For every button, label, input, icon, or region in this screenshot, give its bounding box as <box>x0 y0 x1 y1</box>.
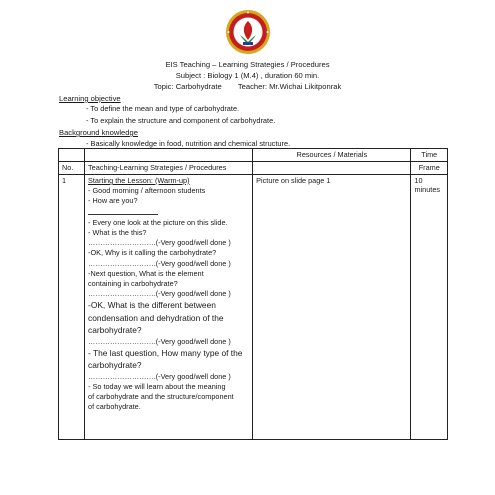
learning-objective-heading: Learning objective <box>59 94 121 103</box>
procedure-line: - How are you? <box>88 196 138 206</box>
header-no: No. <box>59 162 85 175</box>
answer-blank-line <box>88 207 249 218</box>
topic-teacher-line <box>0 82 495 91</box>
time-unit: minutes <box>414 185 441 194</box>
procedure-line: - Every one look at the picture on this slide. <box>88 217 228 227</box>
procedure-line: ……………………….(-Very good/well done ) <box>88 238 231 248</box>
procedure-line: -Next question, What is the element <box>88 268 204 278</box>
header-resources: Resources / Materials <box>253 149 411 162</box>
procedure-line: -OK, Why is it calling the carbohydrate? <box>88 248 217 258</box>
table-row <box>59 175 448 440</box>
objective-item: - To explain the structure and component of carbohydrate. <box>86 116 276 125</box>
procedure-line: containing in carbohydrate? <box>88 279 178 289</box>
procedure-line: carbohydrate? <box>88 325 142 336</box>
header-steps-top <box>85 149 253 162</box>
teacher-text: Teacher: Mr.Wichai Likitponrak <box>237 82 342 91</box>
procedure-line: ……………………….(-Very good/well done ) <box>88 371 231 381</box>
header-steps: Teaching-Learning Strategies / Procedures <box>85 162 253 175</box>
school-emblem-logo <box>224 8 272 56</box>
warmup-heading: Starting the Lesson: (Warm-up) <box>88 176 190 185</box>
time-cell <box>411 175 448 440</box>
procedure-cell <box>85 175 253 440</box>
procedure-line: ……………………….(-Very good/well done ) <box>88 258 231 268</box>
time-value: 10 <box>414 176 423 185</box>
procedure-line: - The last question, How many type of the <box>88 347 243 358</box>
procedure-line: ……………………….(-Very good/well done ) <box>88 336 231 346</box>
resources-cell: Picture on slide page 1 <box>253 175 411 440</box>
procedure-line: - Good morning / afternoon students <box>88 186 206 196</box>
header-time: Time <box>411 149 448 162</box>
document-title: EIS Teaching – Learning Strategies / Procedures <box>165 60 330 69</box>
row-number: 1 <box>59 175 85 440</box>
header-resources-bottom <box>253 162 411 175</box>
header-no-top <box>59 149 85 162</box>
background-knowledge-text: - Basically knowledge in food, nutrition and chemical structure. <box>86 139 291 148</box>
procedure-line: - What is the this? <box>88 228 147 238</box>
procedure-line: ……………………….(-Very good/well done ) <box>88 289 231 299</box>
procedure-line: of carbohydrate and the structure/component <box>88 392 234 402</box>
header-frame: Frame <box>411 162 448 175</box>
topic-text: Topic: Carbohydrate <box>153 82 222 91</box>
procedure-line: of carbohydrate. <box>88 402 141 412</box>
procedure-line: - So today we will learn about the meaning <box>88 381 226 391</box>
procedure-line: condensation and dehydration of the <box>88 312 224 323</box>
objective-item: - To define the mean and type of carbohydrate. <box>86 104 240 113</box>
background-knowledge-heading: Background knowledge <box>59 128 138 137</box>
procedure-line: -OK, What is the different between <box>88 300 216 311</box>
procedure-line: carbohydrate? <box>88 360 142 371</box>
subject-line: Subject : Biology 1 (M.4) , duration 60 min. <box>175 71 320 80</box>
lesson-plan-table <box>58 148 448 440</box>
